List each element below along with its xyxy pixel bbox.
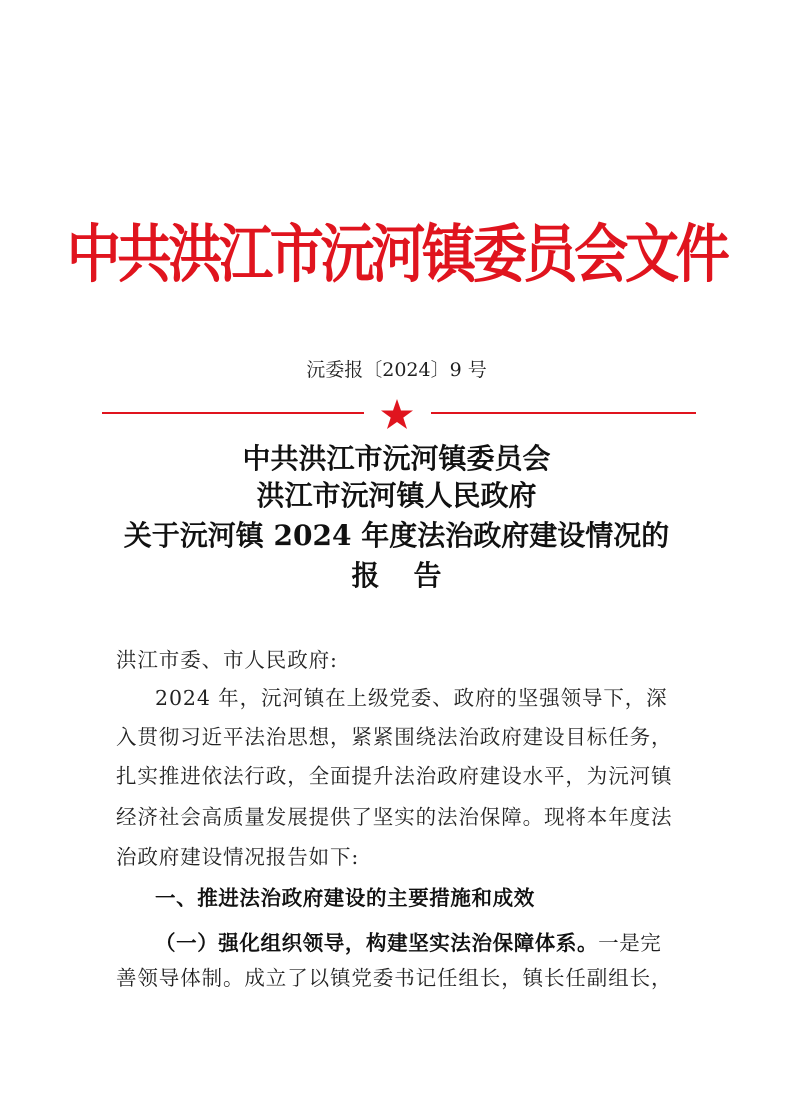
- subsection-1-second-line: 善领导体制。成立了以镇党委书记任组长，镇长任副组长，: [116, 966, 673, 990]
- addressee: 洪江市委、市人民政府:: [116, 648, 338, 672]
- agency-title: 中共洪江市沅河镇委员会文件: [66, 217, 727, 291]
- subsection-1-text: 一是完: [598, 931, 662, 955]
- subsection-1-lead: （一）强化组织领导，构建坚实法治保障体系。: [155, 931, 599, 955]
- subsection-1-first-line: [155, 930, 679, 956]
- red-rule-right: [431, 412, 696, 414]
- section-heading-1: 一、推进法治政府建设的主要措施和成效: [155, 886, 535, 910]
- paragraph-line-2: 入贯彻习近平法治思想，紧紧围绕法治政府建设目标任务，: [116, 725, 673, 749]
- report-title-line-3: 关于沅河镇 2024 年度法治政府建设情况的: [123, 519, 670, 552]
- document-number: 沅委报〔2024〕9 号: [306, 359, 487, 381]
- paragraph-line-4: 经济社会高质量发展提供了坚实的法治保障。现将本年度法: [116, 805, 673, 829]
- report-title-line-2: 洪江市沅河镇人民政府: [256, 479, 537, 512]
- report-title-line-1: 中共洪江市沅河镇委员会: [242, 442, 551, 475]
- paragraph-line-3: 扎实推进依法行政，全面提升法治政府建设水平，为沅河镇: [116, 764, 673, 788]
- report-title-line-4: 报告: [351, 559, 476, 592]
- red-rule-left: [102, 412, 364, 414]
- paragraph-line-1: 2024 年，沅河镇在上级党委、政府的坚强领导下，深: [155, 686, 668, 710]
- paragraph-line-5: 治政府建设情况报告如下:: [116, 845, 360, 869]
- red-star-icon: [380, 398, 414, 430]
